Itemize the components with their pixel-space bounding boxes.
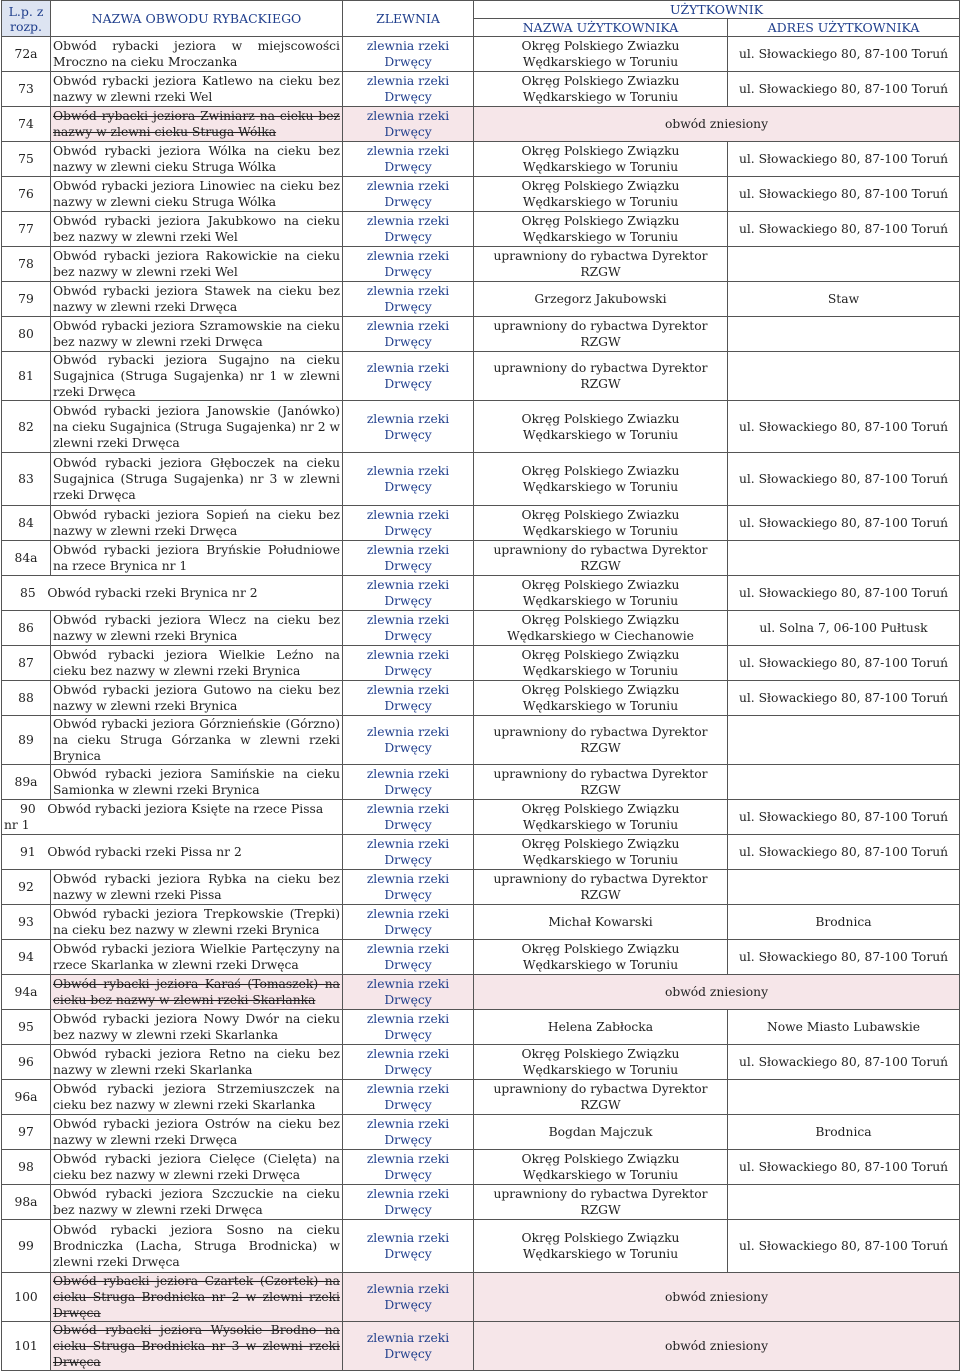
row-number: 85 [20, 586, 36, 600]
table-row [2, 453, 960, 506]
district-name-cell: Obwód rybacki jeziora Rybka na cieku bez nazwy w zlewni rzeki Pissa [51, 870, 343, 905]
basin-cell: zlewnia rzeki Drwęcy [343, 317, 474, 352]
district-name-cell: Obwód rybacki jeziora Wielkie Leźno na cieku bez nazwy w zlewni rzeki Brynica [51, 646, 343, 681]
basin-cell: zlewnia rzeki Drwęcy [343, 1045, 474, 1080]
user-name-cell: Okręg Polskiego Związku Wędkarskiego w Toruniu [474, 1150, 728, 1185]
user-name-cell: uprawniony do rybactwa Dyrektor RZGW [474, 247, 728, 282]
user-address-cell: ul. Słowackiego 80, 87-100 Toruń [728, 453, 960, 506]
district-name-cell: Obwód rybacki jeziora Trepkowskie (Trepki) na cieku bez nazwy w zlewni rzeki Brynica [51, 905, 343, 940]
row-number: 93 [2, 905, 51, 940]
row-number: 76 [2, 177, 51, 212]
user-name-cell: uprawniony do rybactwa Dyrektor RZGW [474, 765, 728, 800]
fishing-districts-table [1, 0, 960, 1371]
basin-cell: zlewnia rzeki Drwęcy [343, 681, 474, 716]
district-name-cell: Obwód rybacki jeziora Czartek (Czortek) na cieku Struga Brodnicka nr 2 w zlewni rzeki Drwęca [51, 1273, 343, 1322]
table-row [2, 611, 960, 646]
table-row [2, 800, 960, 835]
user-name-cell: Okręg Polskiego Związku Wędkarskiego w Toruniu [474, 1220, 728, 1273]
district-name-cell: Obwód rybacki jeziora Stawek na cieku bez nazwy w zlewni rzeki Drwęca [51, 282, 343, 317]
user-name-cell: uprawniony do rybactwa Dyrektor RZGW [474, 870, 728, 905]
user-address-cell [728, 352, 960, 401]
district-name-text: Obwód rybacki jeziora Księte na rzece Pissa nr 1 [4, 802, 324, 832]
user-name-cell: uprawniony do rybactwa Dyrektor RZGW [474, 1185, 728, 1220]
user-address-cell: Nowe Miasto Lubawskie [728, 1010, 960, 1045]
row-number: 96 [2, 1045, 51, 1080]
user-name-cell: uprawniony do rybactwa Dyrektor RZGW [474, 1080, 728, 1115]
district-name-cell [2, 576, 343, 611]
row-number: 82 [2, 401, 51, 453]
basin-cell: zlewnia rzeki Drwęcy [343, 1115, 474, 1150]
row-number: 79 [2, 282, 51, 317]
basin-cell: zlewnia rzeki Drwęcy [343, 1185, 474, 1220]
basin-cell: zlewnia rzeki Drwęcy [343, 765, 474, 800]
district-name-cell: Obwód rybacki jeziora Jakubkowo na cieku bez nazwy w zlewni rzeki Wel [51, 212, 343, 247]
row-number: 92 [2, 870, 51, 905]
row-number: 98a [2, 1185, 51, 1220]
user-address-cell [728, 1185, 960, 1220]
basin-cell: zlewnia rzeki Drwęcy [343, 576, 474, 611]
basin-cell: zlewnia rzeki Drwęcy [343, 1322, 474, 1371]
table-row [2, 541, 960, 576]
user-address-cell [728, 716, 960, 765]
table-row [2, 646, 960, 681]
user-address-cell: ul. Słowackiego 80, 87-100 Toruń [728, 72, 960, 107]
user-name-cell: Okręg Polskiego Związku Wędkarskiego w Ciechanowie [474, 611, 728, 646]
row-number: 83 [2, 453, 51, 506]
user-address-cell [728, 317, 960, 352]
row-number: 89 [2, 716, 51, 765]
user-address-cell [728, 247, 960, 282]
table-row [2, 247, 960, 282]
user-name-cell: Okręg Polskiego Zwiazku Wędkarskiego w Toruniu [474, 506, 728, 541]
table-row [2, 1080, 960, 1115]
basin-cell: zlewnia rzeki Drwęcy [343, 541, 474, 576]
district-name-cell: Obwód rybacki jeziora Głęboczek na cieku Sugajnica (Struga Sugajenka) nr 3 w zlewni rzeki Drwęca [51, 453, 343, 506]
row-number: 80 [2, 317, 51, 352]
user-address-cell: ul. Słowackiego 80, 87-100 Toruń [728, 1150, 960, 1185]
user-header: UŻYTKOWNIK [474, 1, 960, 19]
row-number: 98 [2, 1150, 51, 1185]
user-name-cell: Okręg Polskiego Zwiazku Wędkarskiego w Toruniu [474, 37, 728, 72]
table-row [2, 72, 960, 107]
table-row [2, 835, 960, 870]
row-number: 75 [2, 142, 51, 177]
table-row [2, 401, 960, 453]
user-address-cell: ul. Słowackiego 80, 87-100 Toruń [728, 212, 960, 247]
user-name-cell: Okręg Polskiego Związku Wędkarskiego w Toruniu [474, 940, 728, 975]
basin-cell: zlewnia rzeki Drwęcy [343, 1220, 474, 1273]
user-name-header: NAZWA UŻYTKOWNIKA [474, 19, 728, 37]
district-name-cell: Obwód rybacki jeziora Szczuckie na cieku bez nazwy w zlewni rzeki Drwęca [51, 1185, 343, 1220]
table-row [2, 765, 960, 800]
user-address-cell: ul. Solna 7, 06-100 Pułtusk [728, 611, 960, 646]
basin-cell: zlewnia rzeki Drwęcy [343, 1080, 474, 1115]
user-address-cell: Brodnica [728, 1115, 960, 1150]
table-row [2, 975, 960, 1010]
user-address-cell: ul. Słowackiego 80, 87-100 Toruń [728, 800, 960, 835]
table-row [2, 1322, 960, 1371]
district-name-cell: Obwód rybacki jeziora Cielęce (Cielęta) na cieku bez nazwy w zlewni rzeki Drwęca [51, 1150, 343, 1185]
user-name-cell: Bogdan Majczuk [474, 1115, 728, 1150]
district-name-cell: Obwód rybacki jeziora Janowskie (Janówko) na cieku Sugajnica (Struga Sugajenka) nr 2 w zlewni rzeki Drwęca [51, 401, 343, 453]
row-number: 73 [2, 72, 51, 107]
basin-cell: zlewnia rzeki Drwęcy [343, 453, 474, 506]
user-address-cell: ul. Słowackiego 80, 87-100 Toruń [728, 401, 960, 453]
district-name-cell: Obwód rybacki jeziora Gutowo na cieku bez nazwy w zlewni rzeki Brynica [51, 681, 343, 716]
basin-cell: zlewnia rzeki Drwęcy [343, 177, 474, 212]
user-name-cell: Okręg Polskiego Zwiazku Wędkarskiego w Toruniu [474, 453, 728, 506]
user-address-cell [728, 541, 960, 576]
user-address-cell: ul. Słowackiego 80, 87-100 Toruń [728, 1220, 960, 1273]
row-number: 84 [2, 506, 51, 541]
district-name-text: Obwód rybacki rzeki Pissa nr 2 [47, 845, 242, 859]
basin-cell: zlewnia rzeki Drwęcy [343, 282, 474, 317]
user-name-cell: Okręg Polskiego Zwiazku Wędkarskiego w Toruniu [474, 401, 728, 453]
status-cell: obwód zniesiony [474, 1322, 960, 1371]
user-address-cell: ul. Słowackiego 80, 87-100 Toruń [728, 142, 960, 177]
user-name-cell: Okręg Polskiego Związku Wędkarskiego w Toruniu [474, 800, 728, 835]
user-name-cell: Okręg Polskiego Zwiazku Wędkarskiego w Toruniu [474, 576, 728, 611]
row-number: 72a [2, 37, 51, 72]
user-name-cell: Okręg Polskiego Związku Wędkarskiego w Toruniu [474, 1045, 728, 1080]
district-name-cell: Obwód rybacki jeziora Sopień na cieku bez nazwy w zlewni rzeki Drwęca [51, 506, 343, 541]
table-row [2, 352, 960, 401]
status-cell: obwód zniesiony [474, 1273, 960, 1322]
row-number: 88 [2, 681, 51, 716]
district-name-cell: Obwód rybacki jeziora Szramowskie na cieku bez nazwy w zlewni rzeki Drwęca [51, 317, 343, 352]
table-row [2, 37, 960, 72]
basin-cell: zlewnia rzeki Drwęcy [343, 835, 474, 870]
row-number: 101 [2, 1322, 51, 1371]
table-row [2, 681, 960, 716]
district-name-cell: Obwód rybacki jeziora Wielkie Partęczyny na rzece Skarlanka w zlewni rzeki Drwęca [51, 940, 343, 975]
table-row [2, 1010, 960, 1045]
row-number: 90 [20, 802, 36, 816]
district-name-cell [2, 835, 343, 870]
table-row [2, 1273, 960, 1322]
user-address-cell: Staw [728, 282, 960, 317]
user-address-cell: ul. Słowackiego 80, 87-100 Toruń [728, 681, 960, 716]
status-cell: obwód zniesiony [474, 107, 960, 142]
district-name-cell: Obwód rybacki jeziora Katlewo na cieku bez nazwy w zlewni rzeki Wel [51, 72, 343, 107]
user-address-cell: ul. Słowackiego 80, 87-100 Toruń [728, 646, 960, 681]
table-row [2, 212, 960, 247]
user-address-cell: ul. Słowackiego 80, 87-100 Toruń [728, 177, 960, 212]
table-row [2, 940, 960, 975]
table-row [2, 870, 960, 905]
user-address-cell: ul. Słowackiego 80, 87-100 Toruń [728, 506, 960, 541]
table-body [2, 37, 960, 1371]
table-row [2, 317, 960, 352]
status-cell: obwód zniesiony [474, 975, 960, 1010]
basin-cell: zlewnia rzeki Drwęcy [343, 646, 474, 681]
district-name-header: NAZWA OBWODU RYBACKIEGO [51, 1, 343, 37]
district-name-cell: Obwód rybacki jeziora Strzemiuszczek na cieku bez nazwy w zlewni rzeki Skarlanka [51, 1080, 343, 1115]
row-number: 96a [2, 1080, 51, 1115]
user-name-cell: Okręg Polskiego Związku Wędkarskiego w Toruniu [474, 681, 728, 716]
basin-cell: zlewnia rzeki Drwęcy [343, 352, 474, 401]
user-name-cell: Okręg Polskiego Związku Wędkarskiego w Toruniu [474, 646, 728, 681]
table-row [2, 1115, 960, 1150]
row-number: 74 [2, 107, 51, 142]
district-name-cell [2, 800, 343, 835]
user-name-cell: Michał Kowarski [474, 905, 728, 940]
user-address-cell: ul. Słowackiego 80, 87-100 Toruń [728, 576, 960, 611]
user-name-cell: uprawniony do rybactwa Dyrektor RZGW [474, 541, 728, 576]
district-name-cell: Obwód rybacki jeziora w miejscowości Mroczno na cieku Mroczanka [51, 37, 343, 72]
basin-cell: zlewnia rzeki Drwęcy [343, 142, 474, 177]
row-number: 99 [2, 1220, 51, 1273]
district-name-cell: Obwód rybacki jeziora Karaś (Tomaszek) na cieku bez nazwy w zlewni rzeki Skarlanka [51, 975, 343, 1010]
user-address-cell [728, 1080, 960, 1115]
basin-cell: zlewnia rzeki Drwęcy [343, 1010, 474, 1045]
basin-cell: zlewnia rzeki Drwęcy [343, 72, 474, 107]
table-row [2, 1045, 960, 1080]
table-row [2, 1220, 960, 1273]
user-address-cell [728, 870, 960, 905]
row-number: 84a [2, 541, 51, 576]
user-name-cell: uprawniony do rybactwa Dyrektor RZGW [474, 716, 728, 765]
basin-cell: zlewnia rzeki Drwęcy [343, 401, 474, 453]
user-name-cell: Okręg Polskiego Związku Wędkarskiego w Toruniu [474, 212, 728, 247]
user-name-cell: uprawniony do rybactwa Dyrektor RZGW [474, 317, 728, 352]
row-number: 100 [2, 1273, 51, 1322]
district-name-cell: Obwód rybacki jeziora Wlecz na cieku bez nazwy w zlewni rzeki Brynica [51, 611, 343, 646]
user-name-cell: Grzegorz Jakubowski [474, 282, 728, 317]
district-name-cell: Obwód rybacki jeziora Wysokie Brodno na cieku Struga Brodnicka nr 3 w zlewni rzeki Drwęca [51, 1322, 343, 1371]
table-row [2, 177, 960, 212]
district-name-cell: Obwód rybacki jeziora Nowy Dwór na cieku bez nazwy w zlewni rzeki Skarlanka [51, 1010, 343, 1045]
basin-cell: zlewnia rzeki Drwęcy [343, 1273, 474, 1322]
basin-cell: zlewnia rzeki Drwęcy [343, 506, 474, 541]
district-name-cell: Obwód rybacki jeziora Retno na cieku bez nazwy w zlewni rzeki Skarlanka [51, 1045, 343, 1080]
district-name-cell: Obwód rybacki jeziora Bryńskie Południowe na rzece Brynica nr 1 [51, 541, 343, 576]
basin-cell: zlewnia rzeki Drwęcy [343, 716, 474, 765]
user-name-cell: Okręg Polskiego Związku Wędkarskiego w Toruniu [474, 835, 728, 870]
basin-cell: zlewnia rzeki Drwęcy [343, 611, 474, 646]
user-address-cell: Brodnica [728, 905, 960, 940]
district-name-cell: Obwód rybacki jeziora Rakowickie na cieku bez nazwy w zlewni rzeki Wel [51, 247, 343, 282]
basin-cell: zlewnia rzeki Drwęcy [343, 37, 474, 72]
district-name-cell: Obwód rybacki jeziora Samińskie na cieku Samionka w zlewni rzeki Brynica [51, 765, 343, 800]
basin-cell: zlewnia rzeki Drwęcy [343, 247, 474, 282]
row-number: 95 [2, 1010, 51, 1045]
user-name-cell: uprawniony do rybactwa Dyrektor RZGW [474, 352, 728, 401]
district-name-cell: Obwód rybacki jeziora Ostrów na cieku bez nazwy w zlewni rzeki Drwęca [51, 1115, 343, 1150]
row-number: 77 [2, 212, 51, 247]
user-name-cell: Helena Zabłocka [474, 1010, 728, 1045]
basin-cell: zlewnia rzeki Drwęcy [343, 940, 474, 975]
user-name-cell: Okręg Polskiego Zwiazku Wędkarskiego w Toruniu [474, 72, 728, 107]
basin-cell: zlewnia rzeki Drwęcy [343, 870, 474, 905]
user-name-cell: Okręg Polskiego Związku Wędkarskiego w Toruniu [474, 177, 728, 212]
user-address-cell: ul. Słowackiego 80, 87-100 Toruń [728, 1045, 960, 1080]
row-number: 97 [2, 1115, 51, 1150]
district-name-cell: Obwód rybacki jeziora Wólka na cieku bez nazwy w zlewni cieku Struga Wólka [51, 142, 343, 177]
district-name-cell: Obwód rybacki jeziora Linowiec na cieku bez nazwy w zlewni cieku Struga Wólka [51, 177, 343, 212]
row-number: 94a [2, 975, 51, 1010]
row-number: 87 [2, 646, 51, 681]
basin-cell: zlewnia rzeki Drwęcy [343, 905, 474, 940]
district-name-cell: Obwód rybacki jeziora Sugajno na cieku Sugajnica (Struga Sugajenka) nr 1 w zlewni rzeki Drwęca [51, 352, 343, 401]
table-row [2, 716, 960, 765]
user-name-cell: Okręg Polskiego Związku Wędkarskiego w Toruniu [474, 142, 728, 177]
basin-header: ZLEWNIA [343, 1, 474, 37]
district-name-cell: Obwód rybacki jeziora Zwiniarz na cieku bez nazwy w zlewni cieku Struga Wólka [51, 107, 343, 142]
table-row [2, 107, 960, 142]
row-number: 94 [2, 940, 51, 975]
user-address-cell: ul. Słowackiego 80, 87-100 Toruń [728, 37, 960, 72]
row-number: 81 [2, 352, 51, 401]
user-address-cell [728, 765, 960, 800]
table-row [2, 282, 960, 317]
row-number: 89a [2, 765, 51, 800]
row-number: 86 [2, 611, 51, 646]
row-number: 91 [20, 845, 36, 859]
table-row [2, 576, 960, 611]
basin-cell: zlewnia rzeki Drwęcy [343, 800, 474, 835]
basin-cell: zlewnia rzeki Drwęcy [343, 975, 474, 1010]
table-row [2, 905, 960, 940]
basin-cell: zlewnia rzeki Drwęcy [343, 107, 474, 142]
district-name-cell: Obwód rybacki jeziora Sosno na cieku Brodniczka (Lacha, Struga Brodnicka) w zlewni rzeki Drwęca [51, 1220, 343, 1273]
table-row [2, 142, 960, 177]
table-row [2, 1150, 960, 1185]
user-address-cell: ul. Słowackiego 80, 87-100 Toruń [728, 835, 960, 870]
district-name-text: Obwód rybacki rzeki Brynica nr 2 [47, 586, 258, 600]
district-name-cell: Obwód rybacki jeziora Górznieńskie (Górzno) na cieku Struga Górzanka w zlewni rzeki Brynica [51, 716, 343, 765]
user-address-header: ADRES UŻYTKOWNIKA [728, 19, 960, 37]
table-row [2, 506, 960, 541]
user-address-cell: ul. Słowackiego 80, 87-100 Toruń [728, 940, 960, 975]
basin-cell: zlewnia rzeki Drwęcy [343, 1150, 474, 1185]
table-row [2, 1185, 960, 1220]
lp-header: L.p. z rozp. [2, 1, 51, 37]
row-number: 78 [2, 247, 51, 282]
basin-cell: zlewnia rzeki Drwęcy [343, 212, 474, 247]
